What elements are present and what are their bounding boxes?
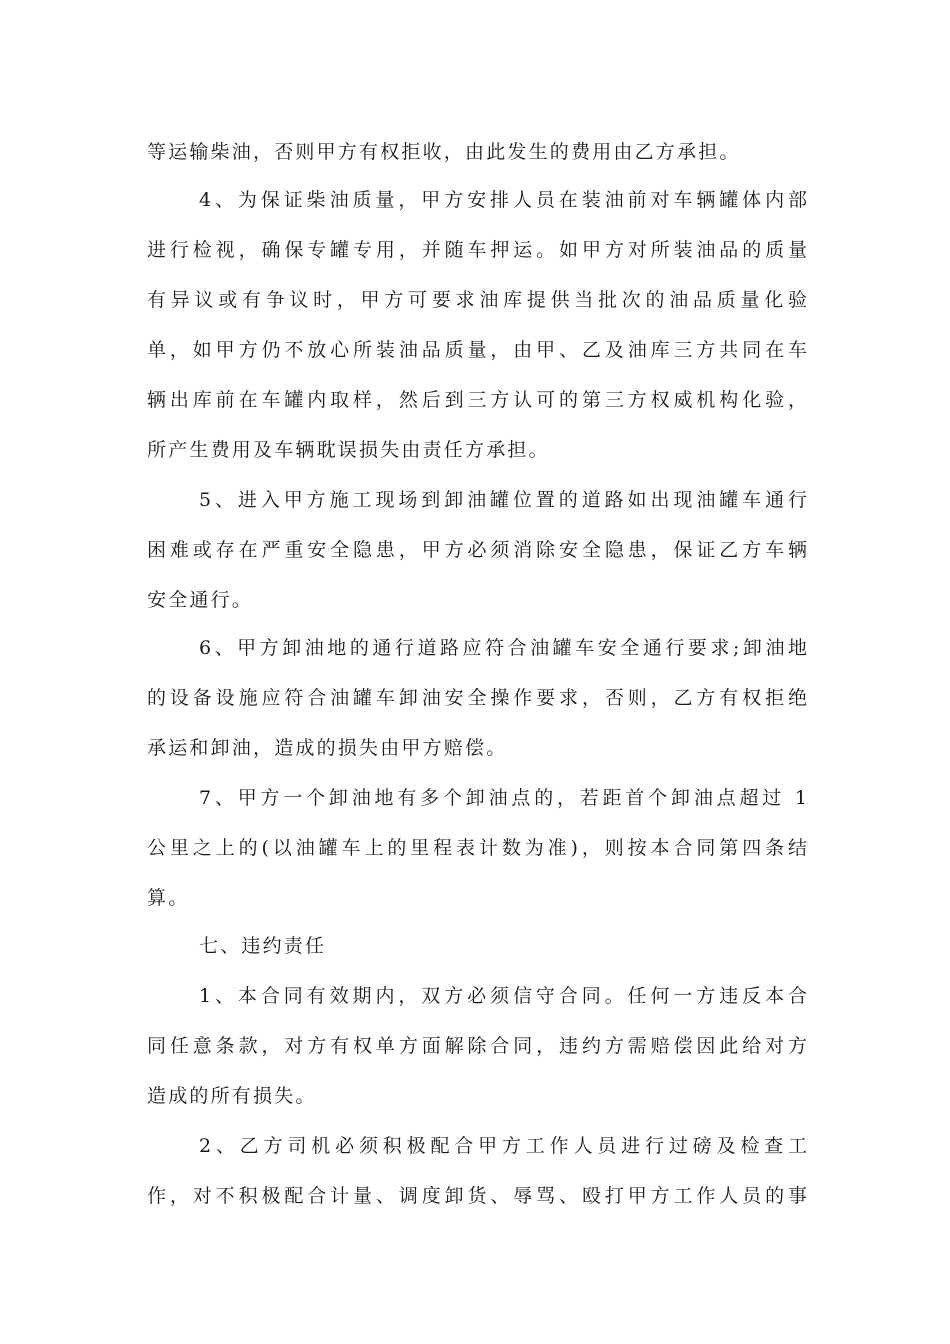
text-line: 造成的所有损失。 [147, 1085, 317, 1107]
text-line: 6、甲方卸油地的通行道路应符合油罐车安全通行要求;卸油地 [199, 637, 807, 659]
text-line: 困难或存在严重安全隐患，甲方必须消除安全隐患，保证乙方车辆 [147, 539, 807, 561]
text-line: 所产生费用及车辆耽误损失由责任方承担。 [147, 439, 550, 461]
section-heading: 七、违约责任 [199, 935, 327, 957]
text-line: 2、乙方司机必须积极配合甲方工作人员进行过磅及检查工 [199, 1135, 807, 1157]
text-line: 5、进入甲方施工现场到卸油罐位置的道路如出现油罐车通行 [199, 489, 807, 511]
text-line: 作，对不积极配合计量、调度卸货、辱骂、殴打甲方工作人员的事 [147, 1185, 807, 1207]
text-line: 同任意条款，对方有权单方面解除合同，违约方需赔偿因此给对方 [147, 1035, 807, 1057]
text-line: 等运输柴油，否则甲方有权拒收，由此发生的费用由乙方承担。 [147, 141, 741, 163]
text-line: 安全通行。 [147, 589, 254, 611]
text-line: 的设备设施应符合油罐车卸油安全操作要求，否则，乙方有权拒绝 [147, 687, 807, 709]
text-line: 公里之上的(以油罐车上的里程表计数为准)，则按本合同第四条结 [147, 837, 807, 859]
text-line: 承运和卸油，造成的损失由甲方赔偿。 [147, 737, 508, 759]
text-line: 辆出库前在车罐内取样，然后到三方认可的第三方权威机构化验， [147, 389, 807, 411]
text-line: 有异议或有争议时，甲方可要求油库提供当批次的油品质量化验 [147, 289, 807, 311]
text-line: 7、甲方一个卸油地有多个卸油点的，若距首个卸油点超过 1 [199, 787, 807, 809]
text-line: 进行检视，确保专罐专用，并随车押运。如甲方对所装油品的质量 [147, 239, 807, 261]
text-line: 1、本合同有效期内，双方必须信守合同。任何一方违反本合 [199, 985, 807, 1007]
text-line: 4、为保证柴油质量，甲方安排人员在装油前对车辆罐体内部 [199, 189, 807, 211]
text-line: 算。 [147, 887, 190, 909]
text-line: 单，如甲方仍不放心所装油品质量，由甲、乙及油库三方共同在车 [147, 339, 807, 361]
